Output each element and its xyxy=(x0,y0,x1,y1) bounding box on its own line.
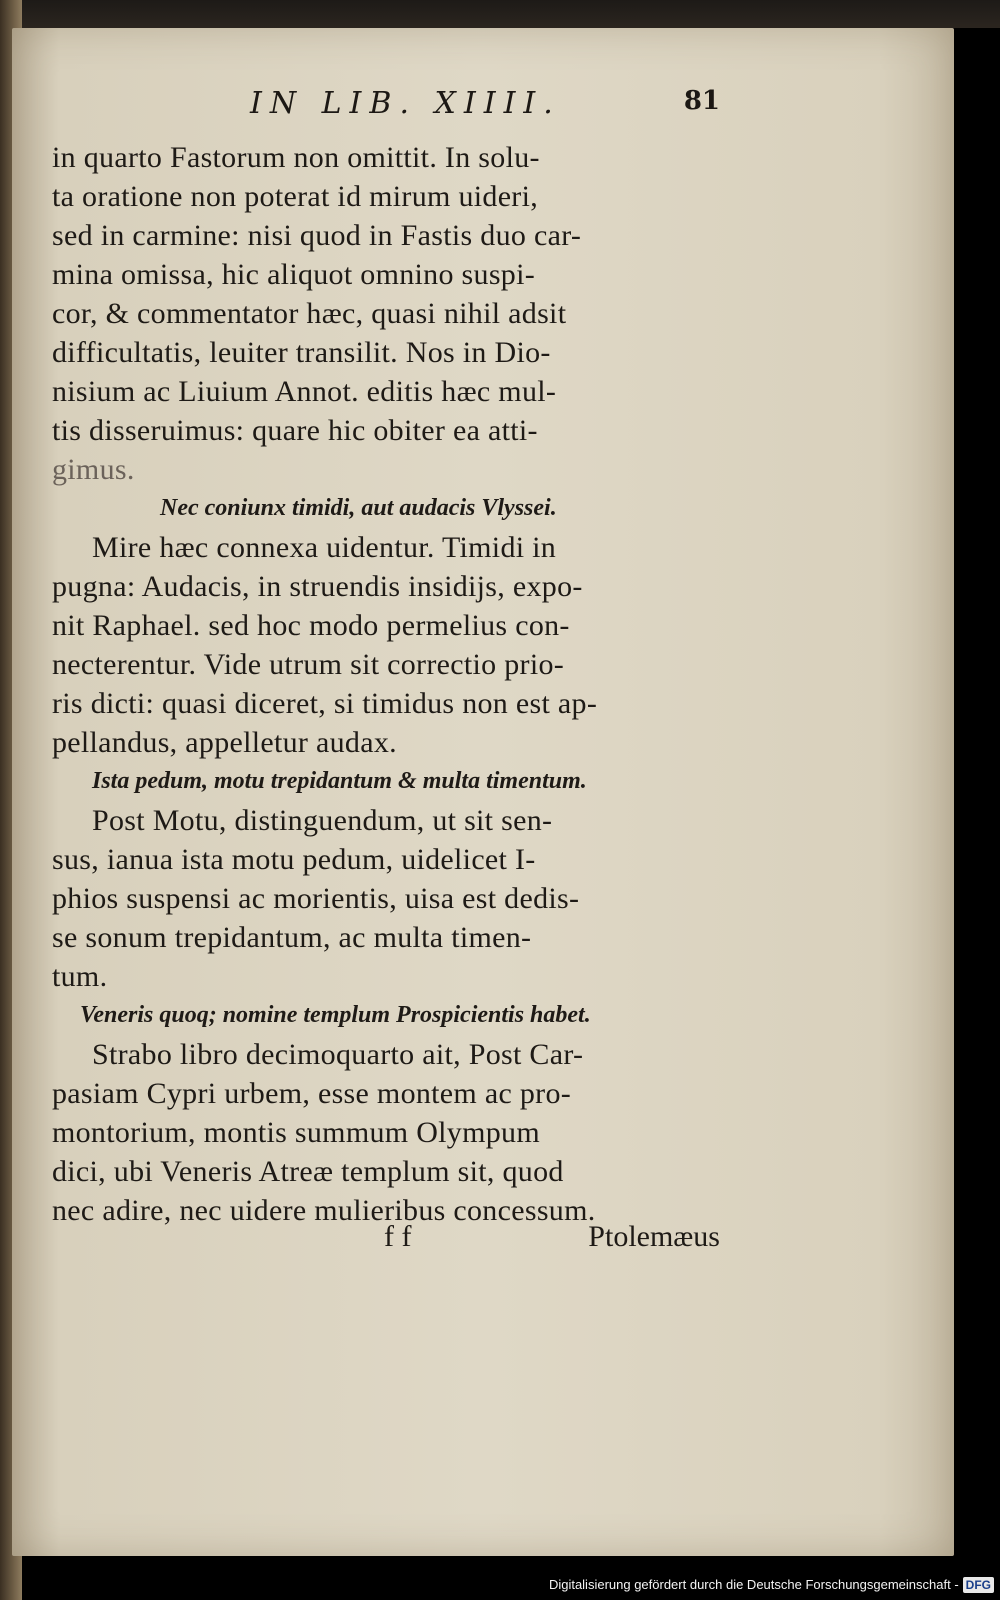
dfg-logo: DFG xyxy=(963,1577,994,1593)
text-line: nec adire, nec uidere mulieribus concessum. xyxy=(52,1194,596,1227)
running-head: IN LIB. XIIII. xyxy=(250,86,561,121)
text-line: Mire hæc connexa uidentur. Timidi in xyxy=(92,531,557,564)
text-line: Strabo libro decimoquarto ait, Post Car- xyxy=(92,1038,584,1071)
text-line: ris dicti: quasi diceret, si timidus non est ap- xyxy=(52,687,598,720)
text-line: nit Raphael. sed hoc modo permelius con- xyxy=(52,609,570,642)
text-line: montorium, montis summum Olympum xyxy=(52,1116,540,1149)
text-line: gimus. xyxy=(52,453,135,486)
scan-top-border xyxy=(0,0,1000,28)
text-line: difficultatis, leuiter transilit. Nos in Dio- xyxy=(52,336,551,369)
signature-mark: f f xyxy=(384,1220,412,1253)
page-header xyxy=(60,84,720,132)
lemma-quotation: Nec coniunx timidi, aut audacis Vlyssei. xyxy=(160,495,557,521)
catch-line xyxy=(384,1220,720,1260)
text-line: pugna: Audacis, in struendis insidijs, expo- xyxy=(52,570,583,603)
text-line: tis disseruimus: quare hic obiter ea atti- xyxy=(52,414,538,447)
page-number: 81 xyxy=(683,86,720,116)
text-line: cor, & commentator hæc, quasi nihil adsit xyxy=(52,297,567,330)
text-line: sed in carmine: nisi quod in Fastis duo car- xyxy=(52,219,582,252)
digitization-credit xyxy=(549,1574,994,1596)
text-line: in quarto Fastorum non omittit. In solu- xyxy=(52,141,540,174)
text-line: mina omissa, hic aliquot omnino suspi- xyxy=(52,258,536,291)
credit-text: Digitalisierung gefördert durch die Deutsche Forschungsgemeinschaft - xyxy=(548,1577,959,1592)
text-line: necterentur. Vide utrum sit correctio prio- xyxy=(52,648,565,681)
text-line: dici, ubi Veneris Atreæ templum sit, quod xyxy=(52,1155,564,1188)
lemma-quotation: Ista pedum, motu trepidantum & multa timentum. xyxy=(92,768,587,794)
text-line: Post Motu, distinguendum, ut sit sen- xyxy=(92,804,553,837)
text-line: se sonum trepidantum, ac multa timen- xyxy=(52,921,532,954)
text-line: nisium ac Liuium Annot. editis hæc mul- xyxy=(52,375,557,408)
body-text xyxy=(52,138,732,1230)
text-line: ta oratione non poterat id mirum uideri, xyxy=(52,180,539,213)
lemma-quotation: Veneris quoq; nomine templum Prospicientis habet. xyxy=(80,1002,591,1028)
text-line: phios suspensi ac morientis, uisa est dedis- xyxy=(52,882,580,915)
text-line: pasiam Cypri urbem, esse montem ac pro- xyxy=(52,1077,572,1110)
catchword: Ptolemæus xyxy=(588,1220,720,1253)
text-line: sus, ianua ista motu pedum, uidelicet I- xyxy=(52,843,536,876)
text-line: tum. xyxy=(52,960,108,993)
text-line: pellandus, appelletur audax. xyxy=(52,726,397,759)
